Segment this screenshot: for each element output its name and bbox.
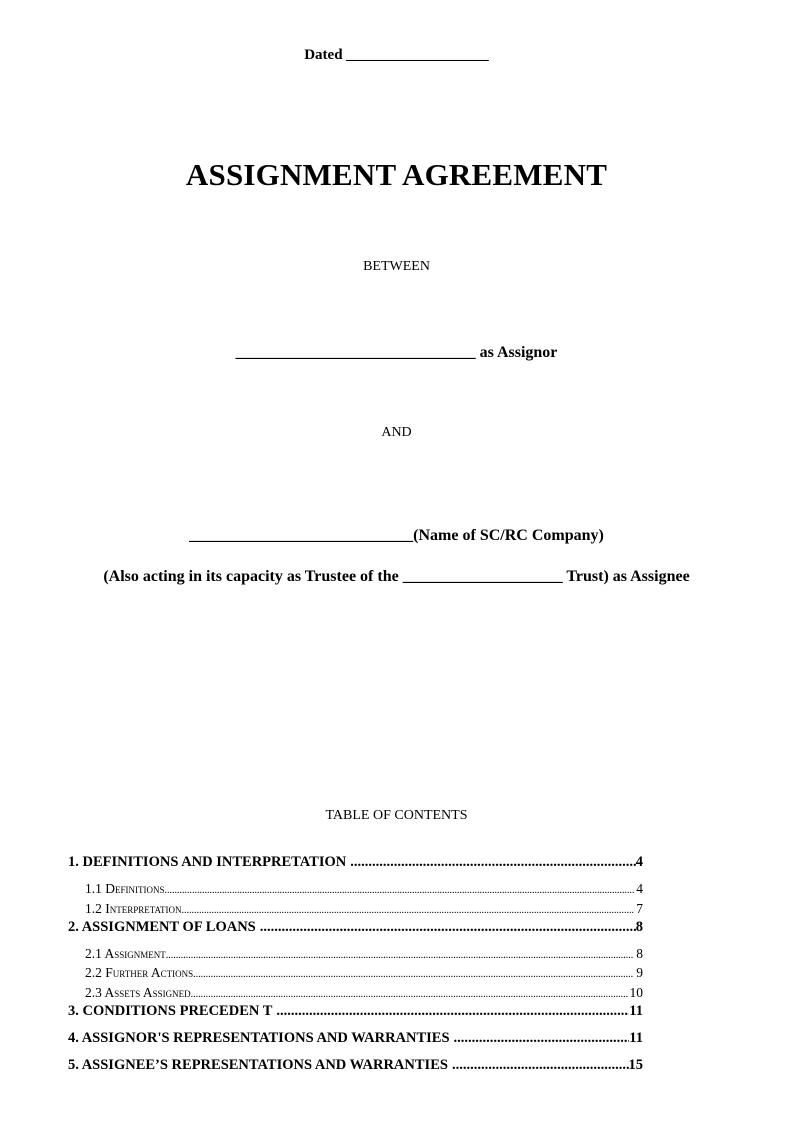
- dated-blank: ___________________: [346, 47, 489, 63]
- toc-entry-label: 5. ASSIGNEE’S REPRESENTATIONS AND WARRANTIES: [68, 1057, 448, 1073]
- toc-subentry[interactable]: [85, 985, 643, 1001]
- toc-subentry[interactable]: [85, 946, 643, 962]
- toc-entry-label: 3. CONDITIONS PRECEDEN T: [68, 1003, 273, 1019]
- toc-entry-page: 8: [636, 946, 643, 961]
- toc-subentry[interactable]: [85, 965, 643, 981]
- between-label: BETWEEN: [363, 259, 430, 274]
- toc-entry[interactable]: [68, 1003, 643, 1020]
- toc-entry[interactable]: [68, 1057, 643, 1074]
- toc-subentry[interactable]: [85, 881, 643, 897]
- dated-label: Dated: [304, 47, 343, 63]
- toc-entry-page: 11: [629, 1003, 643, 1019]
- toc-leader: [452, 1057, 629, 1074]
- toc-title: TABLE OF CONTENTS: [325, 808, 468, 823]
- toc-entry-label: 2.3 Assets Assigned: [85, 985, 191, 1000]
- toc-leader: [454, 1030, 630, 1047]
- toc-leader: [260, 919, 636, 936]
- toc-leader: [276, 1003, 629, 1020]
- toc-entry-label: 1. DEFINITIONS AND INTERPRETATION: [68, 854, 347, 870]
- toc-entry-label: 2.2 Further Actions: [85, 965, 194, 980]
- toc-subentry[interactable]: [85, 901, 643, 917]
- toc-entry-page: 10: [629, 985, 643, 1000]
- document-title: ASSIGNMENT AGREEMENT: [185, 157, 608, 192]
- toc-entry[interactable]: [68, 919, 643, 936]
- toc-entry[interactable]: [68, 854, 643, 871]
- toc-leader: [165, 881, 635, 897]
- trustee-capacity-line: (Also acting in its capacity as Trustee of the ____________________ Trust) as Assignee: [103, 568, 690, 585]
- toc-entry-label: 1.2 Interpretation: [85, 901, 182, 916]
- toc-leader: [350, 854, 636, 871]
- and-label: AND: [381, 425, 412, 440]
- toc-leader: [182, 901, 635, 917]
- assignee-company-line: ____________________________(Name of SC/RC Company): [189, 527, 604, 544]
- assignor-line: ______________________________ as Assignor: [235, 344, 558, 361]
- toc-entry-page: 7: [636, 901, 643, 916]
- toc-entry-page: 15: [628, 1057, 643, 1073]
- toc-leader: [193, 965, 634, 981]
- toc-entry[interactable]: [68, 1030, 643, 1047]
- toc-leader: [191, 985, 628, 1001]
- dated-line: [0, 47, 793, 64]
- toc-entry-label: 1.1 Definitions: [85, 881, 165, 896]
- toc-leader: [166, 946, 634, 962]
- toc-entry-label: 2.1 Assignment: [85, 946, 166, 961]
- toc-entry-page: 8: [635, 919, 643, 935]
- toc-entry-page: 11: [629, 1030, 643, 1046]
- toc-entry-label: 4. ASSIGNOR'S REPRESENTATIONS AND WARRANTIES: [68, 1030, 450, 1046]
- toc-entry-page: 9: [636, 965, 643, 980]
- toc-entry-label: 2. ASSIGNMENT OF LOANS: [68, 919, 256, 935]
- toc-entry-page: 4: [635, 854, 643, 870]
- toc-entry-page: 4: [636, 881, 643, 896]
